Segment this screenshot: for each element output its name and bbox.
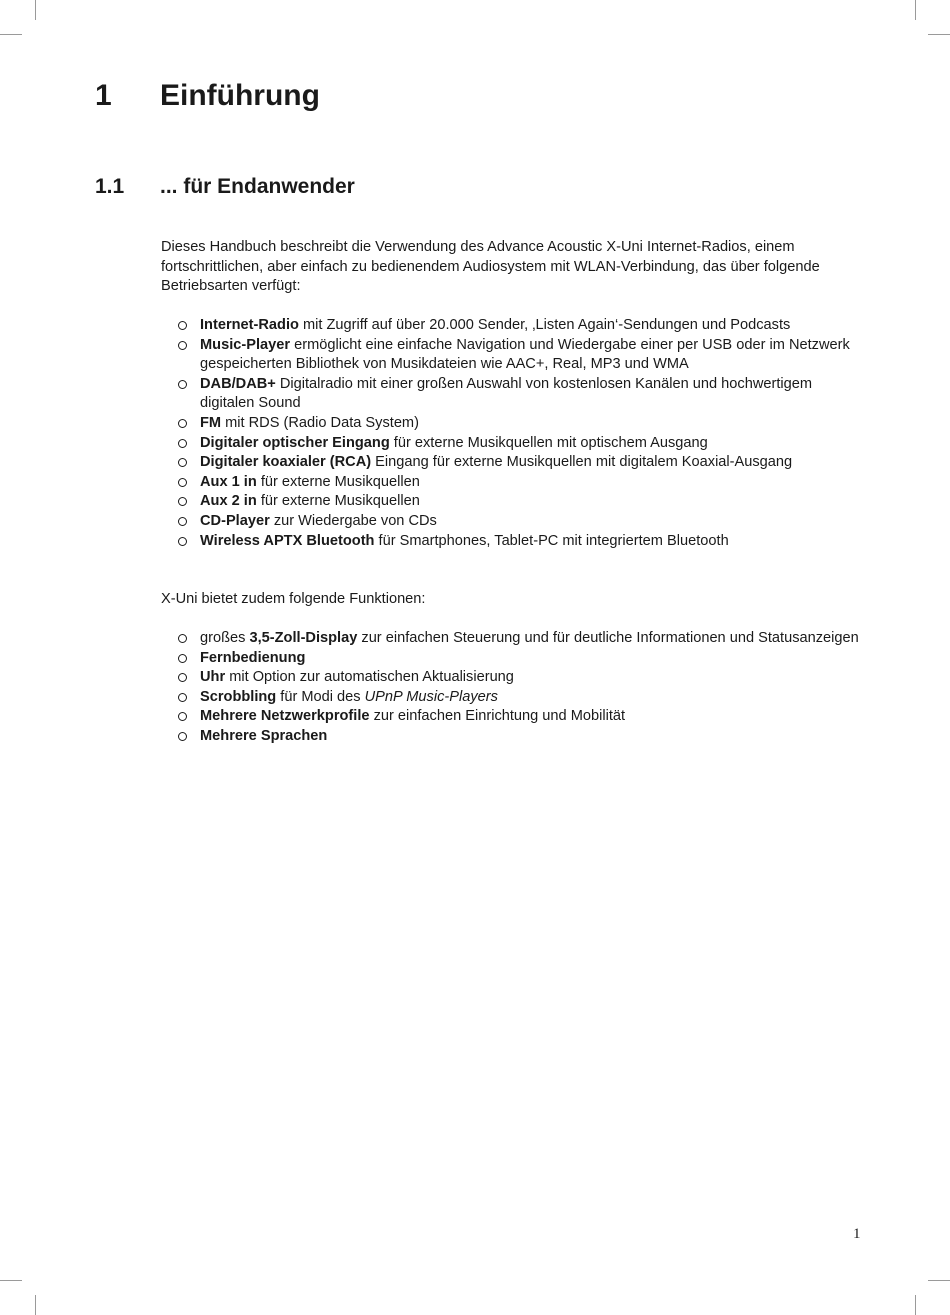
- list-item: [161, 649, 866, 669]
- bullet-circle-icon: [178, 439, 187, 448]
- item-text: für externe Musikquellen mit optischem Ausgang: [389, 434, 708, 451]
- bullet-circle-icon: [178, 321, 187, 330]
- bullet-circle-icon: [178, 497, 187, 506]
- item-bold-term: CD-Player: [200, 512, 270, 529]
- list-item: [161, 629, 866, 649]
- item-bold-term: 3,5-Zoll-Display: [249, 630, 358, 646]
- bullet-circle-icon: [178, 537, 187, 546]
- list-item: [161, 688, 866, 708]
- bullet-circle-icon: [178, 458, 187, 467]
- item-bold-term: DAB/DAB+: [200, 375, 276, 392]
- bullet-circle-icon: [178, 634, 187, 643]
- bullet-circle-icon: [178, 712, 187, 721]
- list-item: [161, 492, 866, 512]
- item-text: ermöglicht eine einfache Navigation und Wiedergabe einer per USB oder im Netzwerk gespeicherten Bibliothek von Musikdateien wie AAC+, Real, MP3 und WMA: [200, 336, 850, 373]
- modes-list: [161, 316, 866, 551]
- item-bold-term: Aux 2 in: [200, 493, 257, 510]
- list-item: [161, 336, 866, 375]
- bullet-circle-icon: [178, 673, 187, 682]
- item-text: für Smartphones, Tablet-PC mit integriertem Bluetooth: [374, 532, 729, 549]
- list-item: [161, 727, 866, 747]
- crop-mark: [915, 1295, 916, 1315]
- item-italic-text: UPnP Music-Players: [364, 688, 498, 705]
- item-text: für externe Musikquellen: [256, 473, 420, 490]
- item-text: für externe Musikquellen: [256, 493, 420, 510]
- item-text: mit Zugriff auf über 20.000 Sender, ‚Listen Again‘-Sendungen und Podcasts: [298, 317, 791, 333]
- bullet-circle-icon: [178, 654, 187, 663]
- item-text: Eingang für externe Musikquellen mit digitalem Koaxial-Ausgang: [371, 454, 793, 471]
- crop-mark: [928, 34, 950, 35]
- item-text: für Modi des: [276, 688, 365, 705]
- item-text: Digitalradio mit einer großen Auswahl von kostenlosen Kanälen und hochwertigem digitalen Sound: [200, 375, 813, 412]
- features-list: [161, 629, 866, 747]
- list-item: [161, 668, 866, 688]
- bullet-circle-icon: [178, 380, 187, 389]
- item-bold-term: Scrobbling: [200, 688, 277, 705]
- list-item: [161, 707, 866, 727]
- list-item: [161, 473, 866, 493]
- bullet-circle-icon: [178, 341, 187, 350]
- list-item: [161, 532, 866, 552]
- chapter-number: 1: [95, 79, 112, 112]
- page-number: 1: [853, 1226, 861, 1242]
- item-text: mit Option zur automatischen Aktualisierung: [225, 669, 514, 686]
- list-item: [161, 414, 866, 434]
- crop-mark: [35, 1295, 36, 1315]
- item-text: zur Wiedergabe von CDs: [269, 512, 437, 529]
- item-bold-term: Aux 1 in: [200, 473, 257, 490]
- item-bold-term: Uhr: [200, 669, 226, 686]
- list-item: [161, 316, 866, 336]
- section-number: 1.1: [95, 175, 125, 198]
- item-prefix: großes: [200, 630, 250, 646]
- intro-paragraph: Dieses Handbuch beschreibt die Verwendung des Advance Acoustic X-Uni Internet-Radios, einem fortschrittlichen, aber einfach zu bedienendem Audiosystem mit WLAN-Verbindung, das über folgende Betriebsarten verfügt:: [161, 239, 820, 295]
- section-title: ... für Endanwender: [160, 175, 355, 198]
- crop-mark: [915, 0, 916, 20]
- item-bold-term: FM: [200, 414, 222, 431]
- chapter-heading: [95, 78, 320, 114]
- bullet-circle-icon: [178, 732, 187, 741]
- list-item: [161, 375, 866, 414]
- item-bold-term: Mehrere Netzwerkprofile: [200, 708, 370, 725]
- bullet-circle-icon: [178, 693, 187, 702]
- list-item: [161, 453, 866, 473]
- crop-mark: [0, 34, 22, 35]
- crop-mark: [35, 0, 36, 20]
- item-text: zur einfachen Steuerung und für deutliche Informationen und Statusanzeigen: [357, 630, 859, 646]
- list-item: [161, 512, 866, 532]
- item-bold-term: Digitaler optischer Eingang: [200, 434, 390, 451]
- crop-mark: [0, 1280, 22, 1281]
- item-bold-term: Internet-Radio: [200, 317, 299, 333]
- item-bold-term: Mehrere Sprachen: [200, 727, 328, 744]
- item-text: mit RDS (Radio Data System): [221, 414, 419, 431]
- item-bold-term: Wireless APTX Bluetooth: [200, 532, 375, 549]
- crop-mark: [928, 1280, 950, 1281]
- item-bold-term: Fernbedienung: [200, 649, 306, 666]
- item-text: zur einfachen Einrichtung und Mobilität: [369, 708, 626, 725]
- bullet-circle-icon: [178, 517, 187, 526]
- section-heading: [95, 174, 355, 200]
- item-bold-term: Digitaler koaxialer (RCA): [200, 454, 372, 471]
- bullet-circle-icon: [178, 419, 187, 428]
- chapter-title: Einführung: [160, 79, 320, 112]
- item-bold-term: Music-Player: [200, 336, 291, 353]
- bullet-circle-icon: [178, 478, 187, 487]
- features-intro: X-Uni bietet zudem folgende Funktionen:: [161, 591, 426, 607]
- list-item: [161, 434, 866, 454]
